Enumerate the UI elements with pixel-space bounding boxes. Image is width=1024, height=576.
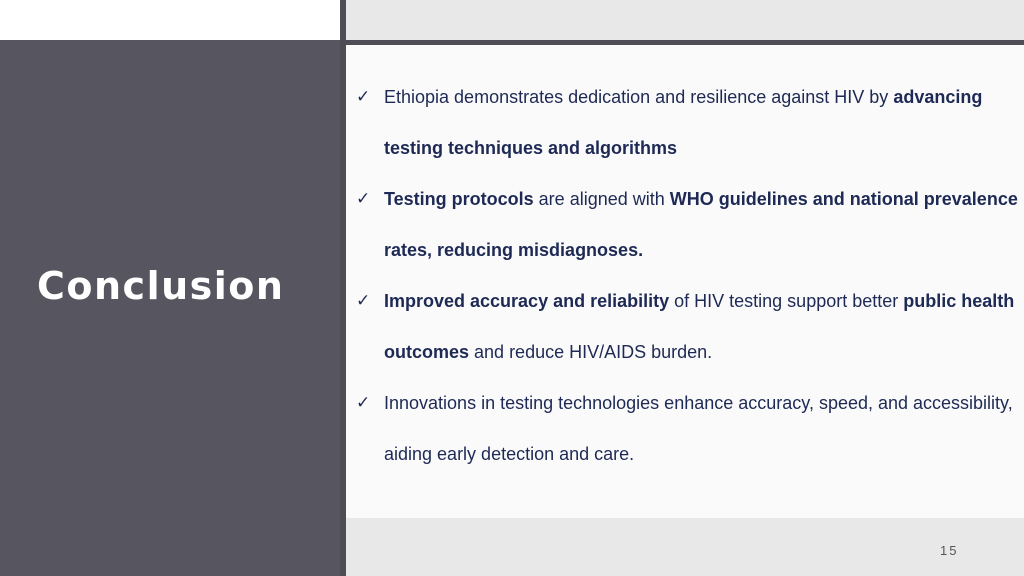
- bullet-text-segment: WHO guidelines and national prevalence rates, reducing misdiagnoses.: [384, 189, 1018, 260]
- bullet-text-segment: advancing testing techniques and algorithms: [384, 87, 983, 158]
- bullet-text-segment: Ethiopia demonstrates dedication and resilience against HIV by: [384, 87, 894, 107]
- slide-title: Conclusion: [37, 264, 285, 308]
- bullet-text-segment: Innovations in testing technologies enhance accuracy, speed, and accessibility, aiding early detection and care.: [384, 393, 1013, 464]
- bullet-text-segment: public health outcomes: [384, 291, 1015, 362]
- header-strip-right: [346, 0, 1024, 40]
- bullet-text-segment: are aligned with: [533, 189, 670, 209]
- footer-band: [346, 518, 1024, 576]
- content-panel: [346, 45, 1024, 518]
- page-number: 15: [940, 543, 959, 558]
- bullet-text-segment: of HIV testing support better: [669, 291, 904, 311]
- bullet-text-segment: Testing protocols: [384, 189, 534, 209]
- bullet-item: [356, 276, 1021, 378]
- title-panel: [0, 40, 340, 576]
- checkmark-icon: ✓: [356, 189, 371, 209]
- checkmark-icon: ✓: [356, 291, 371, 311]
- header-strip-left: [0, 0, 340, 40]
- bullet-item: [356, 378, 1021, 480]
- bullet-item: [356, 174, 1021, 276]
- bullet-item: [356, 72, 1021, 174]
- checkmark-icon: ✓: [356, 87, 371, 107]
- bullet-text-segment: Improved accuracy and reliability: [384, 291, 670, 311]
- checkmark-icon: ✓: [356, 393, 371, 413]
- bullet-list: [356, 72, 1021, 480]
- bullet-text-segment: and reduce HIV/AIDS burden.: [469, 342, 713, 362]
